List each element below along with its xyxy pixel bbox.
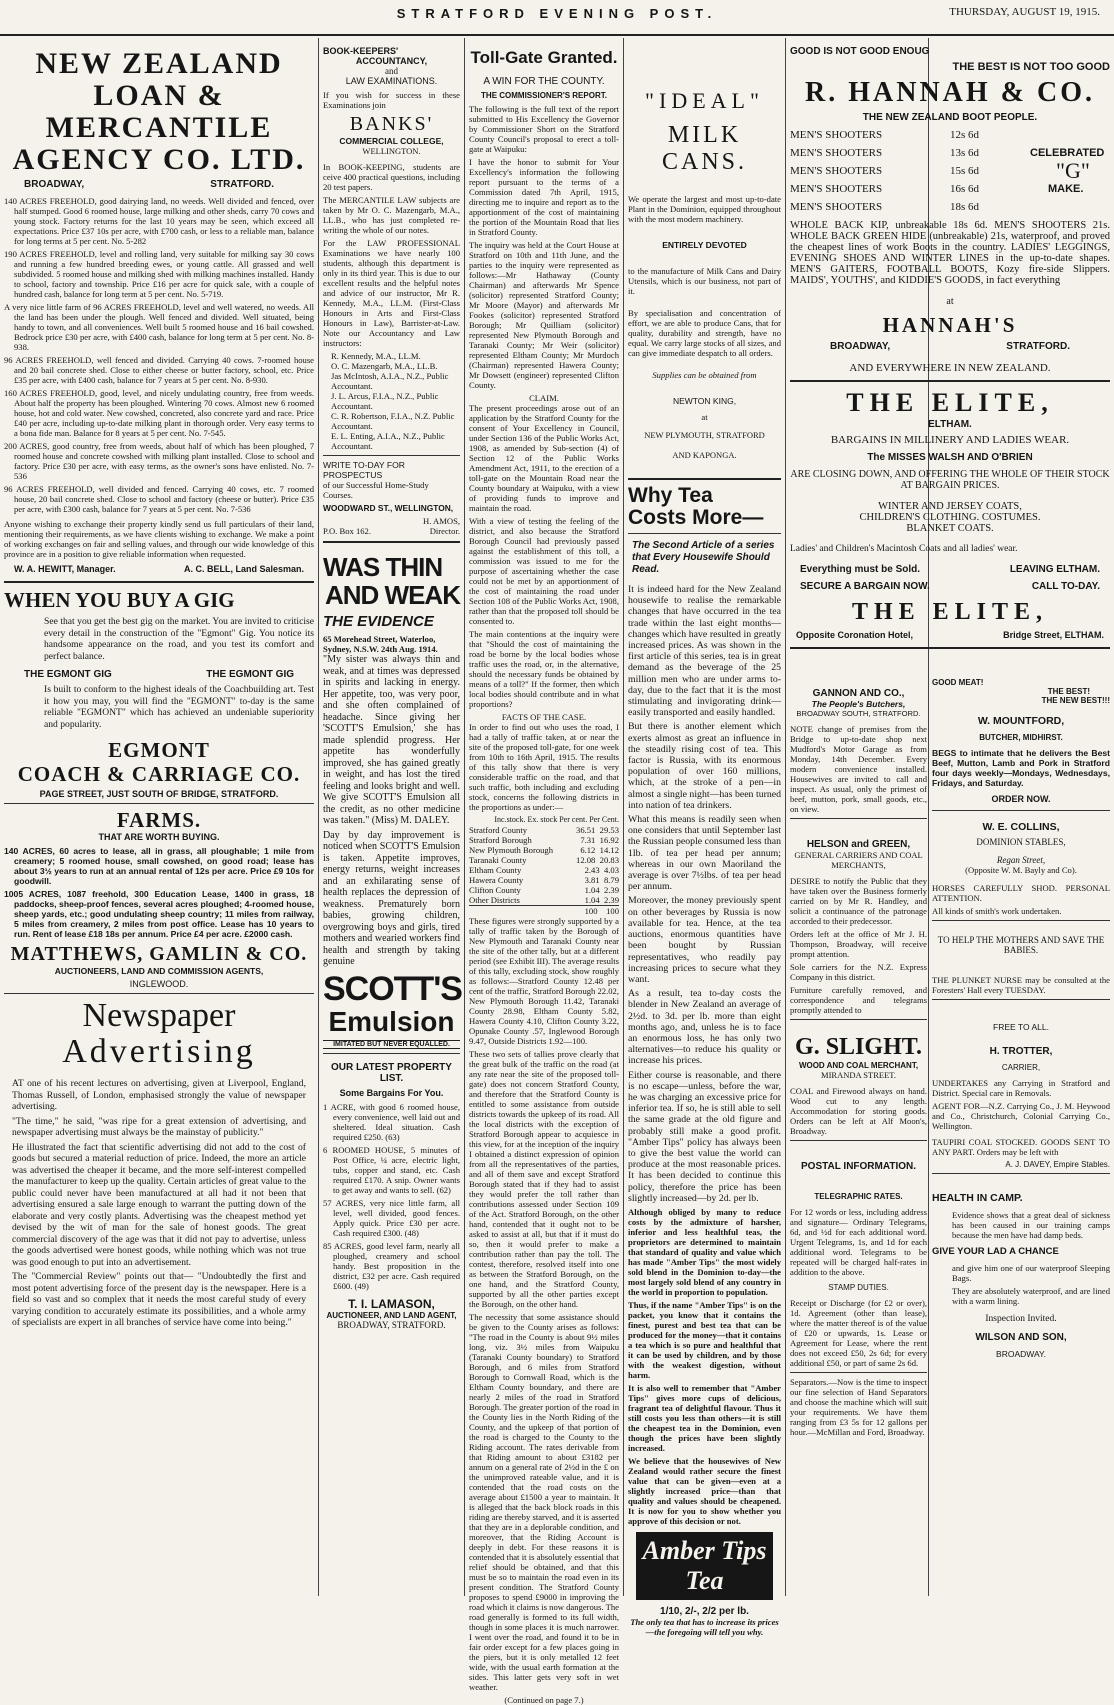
tally-row: Hawera County 3.81 8.79 xyxy=(469,875,619,885)
telegraphic-title: TELEGRAPHIC RATES. xyxy=(814,1192,903,1201)
collins-title: W. E. COLLINS, xyxy=(982,821,1060,833)
gannon-butchers: The People's Butchers, xyxy=(811,699,906,709)
lad-chance-text-2: They are absolutely waterproof, and are lined with a warm lining. xyxy=(952,1286,1110,1306)
coach-title: COACH & CARRIAGE CO. xyxy=(17,762,301,786)
bk-line-3: and xyxy=(385,66,398,76)
supplies-label: Supplies can be obtained from xyxy=(652,370,757,380)
tally-table xyxy=(469,825,619,916)
tea-para: It is indeed hard for the New Zealand housewife to realise the remarkable changes that have occurred in the tea trade within the last eight months—changes which have resulted in greatly increased prices. As was shown in the first article of this series, tea is in great demand as the beverage of the 25 million men who are under arms to-day, due to the fact that it is the most stimulating and invigorating drink—easily transported and easily handled. xyxy=(628,584,781,719)
at-label: at xyxy=(701,412,708,422)
instructor-item: R. Kennedy, M.A., LL.M. xyxy=(331,351,421,361)
lad-chance-text: and give him one of our waterproof Sleeping Bags. xyxy=(952,1263,1110,1283)
tollgate-para: I have the honor to submit for Your Excellency's information the following report pursuant to the terms of a Commission dated 7th April, 1915, directing me to inquire and report as to the apportionment of the cost of maintaining the portion of the Mountain Road that lies in Stratford County. xyxy=(469,157,619,237)
milk-cans-title: MILK CANS. xyxy=(661,122,748,175)
helson-text: Sole carriers for the N.Z. Express Company in this district. xyxy=(790,962,927,982)
slight-text: COAL and Firewood always on hand. Wood cut to any length. Accommodation for storing goods. Orders can be left at Alf Moon's, Broadway. xyxy=(790,1086,927,1136)
separators-text: Separators.—Now is the time to inspect our fine selection of Hand Separators and choose the machine which will suit your requirements. We have them ranging from £3 5s for 12 gallons per hour.—McMillan and Ford, Broadway. xyxy=(790,1377,927,1437)
tally-row: Stratford Borough 7.31 16.92 xyxy=(469,835,619,845)
emulsion-title: Emulsion xyxy=(328,1005,455,1037)
prospectus-subtitle: of our Successful Home-Study Courses. xyxy=(323,480,429,500)
evidence-address: 65 Morehead Street, Waterloo, Sydney, N.S.W. 24th Aug. 1914. xyxy=(323,634,438,654)
the-best: THE BEST! xyxy=(1047,687,1090,696)
smith-text: All kinds of smith's work undertaken. xyxy=(932,906,1062,916)
secure-bargain: SECURE A BARGAIN NOW. xyxy=(800,581,930,592)
listing-item: A very nice little farm of 96 ACRES FREEHOLD, level and well watered, no weeds. All the land has been under the plough. Well fenced and divided. Well situated, being handy to town, and all conveniences. Well built 5 roomed house and 16 bail cowshed. Bedrock price £30 per acre, with £400 cash, balance for long term at 5 per cent. No. 8-938. xyxy=(4,302,314,352)
amber-tips-logo: Amber Tips Tea xyxy=(636,1532,773,1600)
nz-title-2: LOAN & MERCANTILE xyxy=(45,79,273,144)
trotter-text: UNDERTAKES any Carrying in Stratford and District. Special care in Removals. xyxy=(932,1078,1110,1098)
bk-intro: If you wish for success in these Examinations join xyxy=(323,90,460,110)
evidence-text-2: Day by day improvement is noticed when SCOTT'S Emulsion is taken. Appetite improves, energy returns, weight increases and an exhilarating sense of health replaces the depression of weakness. Prematurely born babies, growing children, overgrowing boys and girls, tired mothers and wearied workers find health and strength by taking genuine xyxy=(323,829,460,967)
kip-text: WHOLE BACK KIP, unbreakable 18s 6d. MEN'S SHOOTERS 21s. WHOLE BACK GREEN HIDE (unbreakable) 21s, waterproof, and proved the cheapest lines of work Boots in the country. LADIES' LEGGINGS, EVENING SHOES AND WINTER LINES in the up-to-date shapes. MEN'S GAITERS, FOOTBALL BOOTS, Kozy fire-side Slippers. MAIDS', YOUTHS', and KIDDIE'S GOODS, in fact everything xyxy=(790,220,1110,286)
milk-para: By specialisation and concentration of effort, we are able to produce Cans, that for quality, durability and strength, have no equal. We carry large stocks of all sizes, and can give immediate despatch to all orders. xyxy=(628,308,781,358)
mountford-title: W. MOUNTFORD, xyxy=(977,715,1065,727)
nz-location-left: BROADWAY, xyxy=(24,179,85,190)
supply-places: NEW PLYMOUTH, STRATFORD xyxy=(644,430,765,440)
collins-opposite: (Opposite W. M. Bayly and Co). xyxy=(965,865,1077,875)
farm-listing: 140 ACRES, 60 acres to lease, all in grass, all ploughable; 1 mile from creamery; 5 roomed house, small cowshed, on good road; lease has about 3½ years to run at an annual rental of 12s per acre. Price £9 10s for goodwill. xyxy=(4,846,314,886)
collins-street: Regan Street, xyxy=(996,855,1046,865)
helson-text: Orders left at the office of Mr J. H. Thompson, Broadway, will receive prompt attention. xyxy=(790,929,927,959)
helson-title: HELSON and GREEN, xyxy=(806,839,911,850)
farm-listing: 1005 ACRES, 1087 freehold, 300 Education Lease, 1400 in grass, 18 paddocks, sheep-proof fences, several acres ploughed; 4-roomed house, sheep yards, etc.; good undulating sheep country; 11 miles from railway, 5 miles from creamery, 2 miles from post office. Lease has 10 years to run. Rent of lease £18 18s per annum. Price £4 per acre. £2000 cash. xyxy=(4,889,314,939)
banks-title: BANKS' xyxy=(349,113,434,135)
claim-heading: CLAIM. xyxy=(529,393,559,403)
imitated-note: IMITATED BUT NEVER EQUALLED. xyxy=(323,1040,460,1049)
help-mothers: TO HELP THE MOTHERS AND SAVE THE BABIES. xyxy=(937,935,1105,955)
bk-para: The MERCANTILE LAW subjects are taken by Mr O. C. Mazengarb, M.A., LL.B., who has just completed re-writing the whole of our notes. xyxy=(323,195,460,235)
tally-total: 100 100 xyxy=(469,905,619,916)
wilson-town: BROADWAY. xyxy=(996,1349,1046,1359)
bk-para: For the LAW PROFESSIONAL Examinations we have nearly 100 students, although this department is only in its third year. This is due to our excellent results and the helpful notes and advice of our instructor, Mr R. Kennedy, M.A., LL.M. (First-Class Honours in Arts and First-Class Honours in Law), Barrister-at-Law. Note our Accountancy and Law instructors: xyxy=(323,238,460,348)
hannah-broadway: BROADWAY, xyxy=(830,341,891,352)
tea-para: Although obliged by many to reduce costs by the admixture of harsher, inferior and less healthful teas, the proprietors are determined to maintain that standard of quality and value which has made "Amber Tips" the most widely sold blend in the Dominion to-day—the most largely sold blend of any country in the world in proportion to population. xyxy=(628,1206,781,1297)
gig-text: See that you get the best gig on the market. You are invited to criticise every detail in the construction of the "Egmont" Gig. You notice its handsome appearance on the road, and you test its comfort and perfect balance. xyxy=(44,616,314,662)
nz-listings xyxy=(4,196,314,559)
plunket-text: THE PLUNKET NURSE may be consulted at the Foresters' Hall every TUESDAY. xyxy=(932,975,1110,995)
misses-label: The MISSES WALSH AND O'BRIEN xyxy=(867,452,1033,463)
health-camp-title: HEALTH IN CAMP. xyxy=(932,1192,1023,1204)
stamp-title: STAMP DUTIES. xyxy=(828,1283,889,1292)
call-today: CALL TO-DAY. xyxy=(1031,581,1100,592)
elite-bridge: Bridge Street, ELTHAM. xyxy=(1003,630,1104,640)
tally-row: Clifton County 1.04 2.39 xyxy=(469,885,619,895)
shooters-price-list xyxy=(790,126,1110,216)
issue-date: THURSDAY, AUGUST 19, 1915. xyxy=(949,6,1100,18)
mountford-butcher: BUTCHER, MIDHIRST. xyxy=(979,733,1063,742)
property-item: 6 ROOMED HOUSE, 5 minutes of Post Office, ¼ acre, electric light, tubs, copper and stand, etc. Cash required £170. A snip. Owner wants to get away and wants to sell. (62) xyxy=(323,1144,460,1195)
lamason-town: BROADWAY, STRATFORD. xyxy=(337,1319,446,1330)
leaving-eltham: LEAVING ELTHAM. xyxy=(1009,564,1100,575)
director-label: Director. xyxy=(429,526,460,536)
bk-line-2: ACCOUNTANCY, xyxy=(355,56,428,66)
lad-chance-title: GIVE YOUR LAD A CHANCE xyxy=(932,1246,1059,1257)
newton-king: NEWTON KING, xyxy=(672,396,737,406)
nz-location-right: STRATFORD. xyxy=(210,179,274,190)
instructor-item: J. L. Arcus, F.I.A., N.Z., Public Accountant. xyxy=(331,391,439,411)
tollgate-subtitle: A WIN FOR THE COUNTY. xyxy=(483,76,605,87)
column-hannah xyxy=(786,38,1114,1596)
prospectus-title: WRITE TO-DAY FOR PROSPECTUS xyxy=(323,460,405,480)
nz-manager: W. A. HEWITT, Manager. xyxy=(14,564,116,574)
order-now: ORDER NOW. xyxy=(991,794,1051,804)
tally-row: New Plymouth Borough 6.12 14.12 xyxy=(469,845,619,855)
trotter-title: H. TROTTER, xyxy=(989,1046,1053,1057)
hannahs-title: HANNAH'S xyxy=(882,313,1018,337)
winter-stock: WINTER AND JERSEY COATS, CHILDREN'S CLOTHING. COSTUMES. BLANKET COATS. xyxy=(859,501,1041,534)
tea-title-1: Why Tea xyxy=(628,484,713,507)
tea-para: What this means is readily seen when one considers that until September last the Russian people consumed less than 1lb. of tea per head per annum; whereas in our own Maoriland the average is over 7½lbs. of tea per head per annum. xyxy=(628,814,781,893)
nz-title-1: NEW ZEALAND xyxy=(35,47,283,80)
news-para: The "Commercial Review" points out that— "Undoubtedly the first and most potent advertising force of the present day is the newspaper. Here is a field so vast and so complex that it needs the most careful study of every varying condition to accurately estimate its possibilities, and a whole army of specialists are expert in all branches of service have come into being." xyxy=(12,1271,306,1328)
tollgate-para: These figures were strongly supported by a tally of traffic taken by the Borough of New Plymouth and Taranaki County near the site of the other tally, but at a different period (see Exhibit III). The average results of this tally, excluding stock, show roughly as follows:—Stratford County 12.48 per cent of the traffic, Stratford Borough 22.02, New Plymouth Borough 11.42, Taranaki County 28.98, Eltham County 5.82, Hawera County 4.10, Clifton County 3.22, Opunake County .57, Inglewood Borough 9.47, Outside Districts 1.92—100. xyxy=(469,916,619,1046)
listing-item: 190 ACRES FREEHOLD, level and rolling land, very suitable for milking say 30 cows and running a few hundred breeding ewes, or young cattle. All grassed and well subdivided. 5 roomed house and milking shed with milking machines installed. Handy to school, factory and township. Price £16 per acre for quick sale, with a couple of hundred cash, balance for long term at 5 per cent. No. 5-719. xyxy=(4,249,314,299)
good-meat: GOOD MEAT! xyxy=(932,678,984,687)
instructor-item: O. C. Mazengarb, M.A., LL.B. xyxy=(331,361,438,371)
property-item: 1 ACRE, with good 6 roomed house, every convenience, well laid out and sheltered. Ideal situation. Cash required £250. (63) xyxy=(323,1101,460,1142)
elite-town: ELTHAM. xyxy=(928,419,972,430)
instructor-item: C. R. Robertson, F.I.A., N.Z. Public Accountant. xyxy=(331,411,455,431)
newspaper-title-1: Newspaper xyxy=(82,997,236,1034)
column-nz-loan xyxy=(0,38,318,1596)
hannah-stratford: STRATFORD. xyxy=(1006,341,1070,352)
gig-text-2: Is built to conform to the highest ideals of the Coachbuilding art. Test it how you may, you will find the "EGMONT" to-day is the same reliable "EGMONT" which has achieved an undeniable superiority and popularity. xyxy=(44,684,314,730)
listing-item: 96 ACRES FREEHOLD, well divided and fenced. Carrying 40 cows, etc. 7 roomed house, 20 bail concrete shed. Close to school and factory (cheese or butter). Price £35 per acre, with £300 cash, balance for 7 years at 5 per cent. No. 7-536 xyxy=(4,484,314,514)
evidence-text: "My sister was always thin and weak, and at times was depressed in spirits and lacking in energy. Her appetite, too, was very poor, and she often complained of headache. Since giving her 'SCOTT'S Emulsion,' she has made splendid progress. Her appetite has wonderfully improved, she has gained greatly in weight, and has lost the tired feeling and looks bright and well. We give SCOTT'S Emulsion all the credit, as no other medicine was taken." (Miss) M. DALEY. xyxy=(323,654,460,826)
nz-exchange-note: Anyone wishing to exchange their property kindly send us full particulars of their land, mentioning their requirements, as we have clients wishing to exchange. We make a point of working exchanges on fair and selling values, and through our wide knowledge of this province are in a position to give reliable information when requested. xyxy=(4,519,314,559)
nz-boot-people: THE NEW ZEALAND BOOT PEOPLE. xyxy=(862,112,1038,123)
shooters-row: MEN'S SHOOTERS 18s 6d xyxy=(790,201,980,213)
lamason-name: T. I. LAMASON, xyxy=(348,1296,435,1311)
gannon-title: GANNON AND CO., xyxy=(812,688,905,699)
tally-row: Eltham County 2.43 4.03 xyxy=(469,865,619,875)
slight-street: MIRANDA STREET. xyxy=(821,1070,896,1080)
macintosh-label: Ladies' and Children's Macintosh Coats and all ladies' wear. xyxy=(790,544,1018,554)
collins-stables: DOMINION STABLES, xyxy=(976,837,1066,847)
inspection-invited: Inspection Invited. xyxy=(985,1314,1057,1324)
tea-para: But there is another element which exerts almost as great an influence in the steadily rising cost of tea. This factor is Russia, with its enormous population of over 160 millions, which, at the stroke of a pen—in almost a single night—has been turned into nation of tea drinkers. xyxy=(628,721,781,811)
news-para: "The time," he said, "was ripe for a great extension of advertising, and newspaper advertising must always be the mainstay of publicity." xyxy=(12,1115,306,1138)
taupiri-text: TAUPIRI COAL STOCKED. GOODS SENT TO ANY PART. Orders may be left with xyxy=(932,1137,1110,1157)
po-box: P.O. Box 162. xyxy=(323,526,371,536)
closing-label: ARE CLOSING DOWN, AND OFFERING THE WHOLE OF THEIR STOCK AT BARGAIN PRICES. xyxy=(790,469,1110,491)
weak-title: AND WEAK xyxy=(325,580,460,610)
tea-para: Moreover, the money previously spent on other beverages by Russia is now available for tea. Hence, at the tea auctions, enormous quantities have been bought by Russian representatives, who readily pay increasing prices to secure what they want. xyxy=(628,895,781,985)
slight-subtitle: WOOD AND COAL MERCHANT, xyxy=(798,1061,919,1070)
property-item: 57 ACRES, very nice little farm, all level, well divided, good fences. Apply quick. Price £30 per acre. Cash required £300. (48) xyxy=(323,1197,460,1238)
tollgate-para: The inquiry was held at the Court House at Stratford on 10th and 11th June, and the parties to the inquiry were represented as follows:—Mr Hathaway (County Chairman) and afterwards Mr Spence (solicitor) represented Stratford County; Mr Moore (Mayor) and afterwards Mr Fookes (solicitor) represented Stratford Borough; Mr Quilliam (solicitor) represented New Plymouth Borough and Taranaki County; Mr Weir (solicitor) represented Eltham County; Mr Murdoch (Chairman) represented Hawera County; Mr Dowsett (engineer) represented Clifton County. xyxy=(469,240,619,390)
health-camp-text: Evidence shows that a great deal of sickness has been caused in our training camps because the men have had damp beds. xyxy=(952,1210,1110,1240)
helson-text: DESIRE to notify the Public that they have taken over the Business formerly carried on by Mr R. Handley, and solicit a continuance of the patronage accorded to their predecessor. xyxy=(790,876,927,926)
column-milk-cans xyxy=(624,38,785,1637)
tollgate-para: These two sets of tallies prove clearly that the great bulk of the traffic on the road (at any rate near the site of the proposed toll-gate) does not concern Stratford County, and therefore that the Stratford County is entitled to some assistance from outside districts towards the upkeep of its road. All the local districts with the exception of Stratford Borough appear to acquiesce in this view, for at the inception of the inquiry I obtained a distinct expression of opinion from all the representatives of the parties, and all of them save and except Stratford Borough stated that if they had to assist they would prefer the toll rather than contributions assessed under Section 109 of the Act. Stratford Borough, on the other hand, contended that it ought not to be asked to assist at all, but that if it must do so, then it would prefer to make a contribution rather than pay the toll. The contest, therefore, resolved itself into one as between the Stratford Borough, on the one hand, and the Stratford County, supported by all the other parties except the Borough, on the other hand. xyxy=(469,1049,619,1309)
continued-note: (Continued on page 7.) xyxy=(504,1695,584,1705)
bargains-title: Some Bargains For You. xyxy=(339,1087,444,1098)
tally-row: Taranaki County 12.08 20.83 xyxy=(469,855,619,865)
bk-line-4: LAW EXAMINATIONS. xyxy=(345,76,438,86)
claim-para: The present proceedings arose out of an application by the Stratford County for the consent of Your Excellency in Council, under Section 136 of the Public Works Act, 1908, as amended by Sub-section (4) of Section 12 of the Public Works Amendment Act, 1911, to the erection of a toll-gate on the Mountain Road near the County boundary at Waipuku, with a view of providing funds to improve and maintain the road. xyxy=(469,403,619,513)
hannah-at: at xyxy=(946,296,954,307)
nz-title-3: AGENCY CO. LTD. xyxy=(12,143,306,176)
news-para: He illustrated the fact that scientific advertising did not add to the cost of goods but secured a material reduction of price. Indeed, the more an article was advertised the cheaper it became, and the more self-interest compelled the manufacturer to keep up the quality. Certain articles of great value to the public could never have been manufactured at all had it not been that advertising ensured a sale large enough to warrant the putting down of the elaborate and very costly plants. Advertising was the cheapest method yet devised by the wit of man for the sale of honest goods. The great commercial discovery of the age was that it did not pay to advertise, unless the goods advertised were honest goods, while nothing which was not true was good enough to put into an advertisement. xyxy=(12,1141,306,1268)
amber-tagline: The only tea that has to increase its prices—the foregoing will tell you why. xyxy=(630,1616,779,1637)
lamason-subtitle: AUCTIONEER, AND LAND AGENT, xyxy=(326,1310,457,1320)
farms-subtitle: THAT ARE WORTH BUYING. xyxy=(98,832,220,842)
agent-text: AGENT FOR—N.Z. Carrying Co., J. M. Heywood and Co., Christchurch, Colonial Carrying Co., Wellington. xyxy=(932,1101,1110,1131)
everywhere-label: AND EVERYWHERE IN NEW ZEALAND. xyxy=(849,362,1051,374)
listing-item: 140 ACRES FREEHOLD, good dairying land, no weeds. Well divided and fenced, over half stumped. Good 6 roomed house, large milking and other sheds, carry 70 cows and young stock. Factory returns for the last 10 years may be seen, which exceed all expectations. Price £37 10s per acre, with £700 cash, or less to a reliable man, balance for long terms at 5 per cent. No. 5-282 xyxy=(4,196,314,246)
scotts-title: SCOTT'S xyxy=(323,969,462,1008)
masthead xyxy=(0,0,1114,36)
tea-para: As a result, tea to-day costs the blender in New Zealand an average of 2½d. to 3d. per lb. more than eight months ago, and, unless he is to face an enormous loss, he has only two alternatives—to reduce his quality or increase his prices. xyxy=(628,988,781,1067)
tollgate-para: The following is the full text of the report submitted to His Excellency the Governor by Commissioner Short on the Stratford County Council's proposal to erect a toll-gate at Waipuku: xyxy=(469,104,619,154)
newspaper-title: STRATFORD EVENING POST. xyxy=(396,6,718,21)
telegraphic-text: For 12 words or less, including address and signature— Ordinary Telegrams, 6d, and ½d for each additional word. Urgent Telegrams, 1s, and 1d for each additional word. Telegrams to be repeated will be charged half-rates in addition to the above. xyxy=(790,1207,927,1277)
claim-para: The main contentions at the inquiry were that "Should the cost of maintaining the road be borne by the local bodies whose traffic uses the road, or, in the alternative, should the necessary funds be obtained by means of a toll?" If the former, then which local bodies should contribute and in what proportions? xyxy=(469,629,619,709)
elite-title: THE ELITE, xyxy=(846,388,1054,417)
elite-opposite: Opposite Coronation Hotel, xyxy=(796,630,913,640)
stamp-text: Receipt or Discharge (for £2 or over), 1d. Agreement (other than lease), where the matter thereof is of the value of £20 or upwards, 1s. Lease or Agreement for Lease, where the rent does not exceed £50, 2s 6d; for every additional £50, or part of same 2s 6d. xyxy=(790,1298,927,1368)
woodward-address: WOODWARD ST., WELLINGTON, xyxy=(323,503,454,513)
property-item: 85 ACRES, good level farm, nearly all ploughed, creamery and school handy. Best proposition in the district, £32 per acre. Cash required £600. (49) xyxy=(323,1240,460,1291)
column-banks-college xyxy=(319,38,464,1596)
listing-item: 200 ACRES, good country, free from weeds, about half of which has been ploughed, 7 roomed house and concrete cowshed with milking plant installed. Close to school and factory. Price £30 per acre, with easy terms, as the owner's sons have enlisted. No. 7-536 xyxy=(4,441,314,481)
shooters-row: MEN'S SHOOTERS 13s 6d CELEBRATED xyxy=(790,147,1105,159)
college-title: COMMERCIAL COLLEGE, xyxy=(339,136,444,146)
college-town: WELLINGTON. xyxy=(362,146,421,156)
tally-row: Other Districts 1.04 2.39 xyxy=(469,895,619,905)
facts-heading: FACTS OF THE CASE. xyxy=(501,712,587,722)
trotter-carrier: CARRIER, xyxy=(1001,1063,1041,1072)
tollgate-para: The necessity that some assistance should be given to the County arises as follows: "The road in the County is about 9½ miles long, viz. 3½ miles from Waipuku (Taranaki County boundary) to Stratford Borough, and 6 miles from Stratford Borough to Cornwall Road, which is the Eltham County boundary, and there are nearly 2 miles of the road in Stratford Borough. The greater portion of the road in the County lies in the North Riding of the County, and the upkeep of that portion of the road is charged to the County to the Riding account. The rates derivable from that Riding amount to about £3182 per annum on a general rate of 2½d in the £ on the unimproved rateable value, and it is contended that the road costs on the average about £1500 a year to maintain. It is alleged that the back block roads in this riding are thereby starved, and it is asserted that they are in a deplorable condition, and moreover, that the Riding Account is deeply in debt. For these reasons it is contended that it is absolutely essential that relief should be obtained, and that this must be so to maintain the road even in its present condition. The Stratford County proposes to spend £9000 in improving the road which it claims is now dangerous. The road generally is formed to its full width, though in some places it is much narrower. I went over the road, and found it to be in fair order except for a few places going in the piers, but it is only metalled 12 feet wide, with the usual earth formation at the sides. This latter gets very soft in wet weather. xyxy=(469,1312,619,1692)
gig-label-right: THE EGMONT GIG xyxy=(206,669,294,680)
kaponga-label: AND KAPONGA. xyxy=(672,450,737,460)
amos-name: H. AMOS, xyxy=(422,516,460,526)
tally-header: Inc.stock. Ex. stock Per cent. Per Cent. xyxy=(494,815,619,824)
tally-row: Stratford County 36.51 29.53 xyxy=(469,825,619,835)
instructor-item: Jas McIntosh, A.I.A., N.Z., Public Accountant. xyxy=(331,371,449,391)
col5-lower-left xyxy=(790,678,927,1440)
claim-para: With a view of testing the feeling of the district, and also because the Stratford Borough Council had previously passed against the establishment of this toll, a commission was issued to me for the purpose of ascertaining whether the case could not be met by an apportionment of the cost of maintaining the road under Section 108 of the Public Works Act, 1908, rather than that the proposed toll should be consented to. xyxy=(469,516,619,626)
tollgate-subtitle-2: THE COMMISSIONER'S REPORT. xyxy=(481,91,607,100)
farms-title: FARMS. xyxy=(116,808,202,832)
bk-line-1: BOOK-KEEPERS' xyxy=(323,46,399,56)
matthews-subtitle: AUCTIONEERS, LAND AND COMMISSION AGENTS, xyxy=(54,966,264,976)
slight-title: G. SLIGHT. xyxy=(795,1034,922,1060)
helson-subtitle: GENERAL CARRIERS AND COAL MERCHANTS, xyxy=(794,850,923,870)
nz-salesman: A. C. BELL, Land Salesman. xyxy=(183,564,304,574)
gannon-text: NOTE change of premises from the Bridge to up-to-date shop next Mudford's Motor Garage as from Monday, 14th December. Every modern convenience installed. Housewives are invited to call and inspect. As usual, only the primest of beef, mutton, pork, small goods, etc., on view. xyxy=(790,724,927,814)
devoted-label: ENTIRELY DEVOTED xyxy=(662,240,747,250)
gig-label-left: THE EGMONT GIG xyxy=(24,669,112,680)
tea-title-2: Costs More— xyxy=(628,506,764,529)
shooters-row: MEN'S SHOOTERS 12s 6d xyxy=(790,129,980,141)
tea-para: We believe that the housewives of New Zealand would rather secure the finest value that can be given—even at a slightly increased price—than that quality and values should be cheapened. It is now for you to show whether you approve of this decision or not. xyxy=(628,1455,781,1526)
gig-title: WHEN YOU BUY A GIG xyxy=(4,588,235,612)
col5-lower-right xyxy=(932,678,1110,1359)
property-list-title: OUR LATEST PROPERTY LIST. xyxy=(331,1061,452,1084)
evidence-title: THE EVIDENCE xyxy=(323,613,434,630)
tea-subtitle: The Second Article of a series that Every Housewife Should Read. xyxy=(632,540,775,575)
coach-address: PAGE STREET, JUST SOUTH OF BRIDGE, STRATFORD. xyxy=(39,789,279,799)
free-to-all: FREE TO ALL. xyxy=(993,1022,1049,1032)
egmont-title: EGMONT xyxy=(108,738,210,762)
mountford-text: BEGS to intimate that he delivers the Best Beef, Mutton, Lamb and Pork in Stratford four days weekly—Mondays, Wednesdays, Fridays, and Saturday. xyxy=(932,748,1110,788)
news-para: AT one of his recent lectures on advertising, given at Liverpool, England, Thomas Russell, of London, emphasised strongly the value of newspaper advertising. xyxy=(12,1078,306,1112)
new-best: THE NEW BEST!!! xyxy=(1041,696,1110,705)
davey-name: A. J. DAVEY, Empire Stables. xyxy=(1005,1160,1110,1169)
tea-para: Thus, if the name "Amber Tips" is on the packet, you know that it contains the finest, purest and best tea that can be produced for the money—that it contains a tea which is so pure and healthful that it can be used by children, and by those with the weakest digestion, without harm. xyxy=(628,1299,781,1380)
facts-para: In order to find out who uses the road, I had a tally of traffic taken, at or near the site of the proposed toll-gate, for one week from 10th to 16th April, 1915. The results of this tally show that there is very considerable traffic on the road, and that such traffic, both including and excluding stock, concerns the following districts in the proportions as under:— xyxy=(469,722,619,812)
best-not-too-good: THE BEST IS NOT TOO GOOD xyxy=(952,61,1110,73)
shooters-row: MEN'S SHOOTERS 15s 6d "G" xyxy=(790,158,1090,183)
postal-title: POSTAL INFORMATION. xyxy=(801,1161,916,1172)
shooters-row: MEN'S SHOOTERS 16s 6d MAKE. xyxy=(790,183,1084,195)
column-toll-gate xyxy=(465,38,623,1705)
horses-text: HORSES CAREFULLY SHOD. PERSONAL ATTENTION. xyxy=(932,883,1110,903)
ideal-title: "IDEAL" xyxy=(645,88,764,113)
milk-para: to the manufacture of Milk Cans and Dairy Utensils, which is our business, not part of it. xyxy=(628,266,781,296)
bk-para: In BOOK-KEEPING, students are ceive 400 practical questions, including 20 test papers. xyxy=(323,162,460,192)
wilson-title: WILSON AND SON, xyxy=(975,1332,1067,1343)
instructor-item: E. L. Enting, A.I.A., N.Z., Public Accountant. xyxy=(331,431,445,451)
millinery-label: BARGAINS IN MILLINERY AND LADIES WEAR. xyxy=(830,434,1070,446)
milk-para: We operate the largest and most up-to-date Plant in the Dominion, equipped throughout with the most modern machinery. xyxy=(628,194,781,224)
tea-para: It is also well to remember that "Amber Tips" gives more cups of delicious, fragrant tea of delightful flavour. Thus it still costs you less than others—it is still the cheapest tea in the Dominion, even though the prices have been slightly increased. xyxy=(628,1382,781,1453)
matthews-title: MATTHEWS, GAMLIN & CO. xyxy=(10,943,308,965)
newspaper-title-2: Advertising xyxy=(62,1033,256,1070)
hannah-title: R. HANNAH & CO. xyxy=(805,77,1095,108)
amber-price: 1/10, 2/-, 2/2 per lb. xyxy=(660,1605,749,1617)
listing-item: 160 ACRES FREEHOLD, good, level, and nicely undulating country, free from weeds. About half the property has been ploughed. Wintering 70 cows. Almost new 6 roomed house, hot and cold water. New cowshed, concreted, also concrete yard and race. Price £40 per acre, including up-to-date milking plant in thorough order. Very easy terms to a bona fide man. Balance for 8 years at 5 per cent. No. 7-545. xyxy=(4,388,314,438)
matthews-town: INGLEWOOD. xyxy=(129,979,189,989)
elite-title-2: THE ELITE, xyxy=(851,599,1049,625)
everything-sold: Everything must be Sold. xyxy=(800,564,921,575)
tea-para: Either course is reasonable, and there is no escape—unless, before the war, he was charging an excessive price for inferior tea. If so, he is still able to sell the same grade at the old figure and probably still make a good profit. "Amber Tips" policy has always been to give the best value the world can produce at the most reasonable prices. It has been decided to continue this policy, therefore the price has been slightly increased—by 2d. per lb. xyxy=(628,1069,781,1204)
tollgate-title: Toll-Gate Granted. xyxy=(470,48,618,67)
helson-text: Furniture carefully removed, and correspondence and telegrams promptly attended to xyxy=(790,985,927,1015)
thin-title: WAS THIN xyxy=(323,552,443,582)
gannon-address: BROADWAY SOUTH, STRATFORD. xyxy=(796,709,921,718)
listing-item: 96 ACRES FREEHOLD, well fenced and divided. Carrying 40 cows. 7-roomed house and 20 bail concrete shed. Close to either cheese or butter factory, school, etc. Price £35 per acre, with £400 cash, balance for 7 years at 5 per cent. No. 8-930. xyxy=(4,355,314,385)
good-not-good: GOOD IS NOT GOOD ENOUG xyxy=(790,46,930,57)
